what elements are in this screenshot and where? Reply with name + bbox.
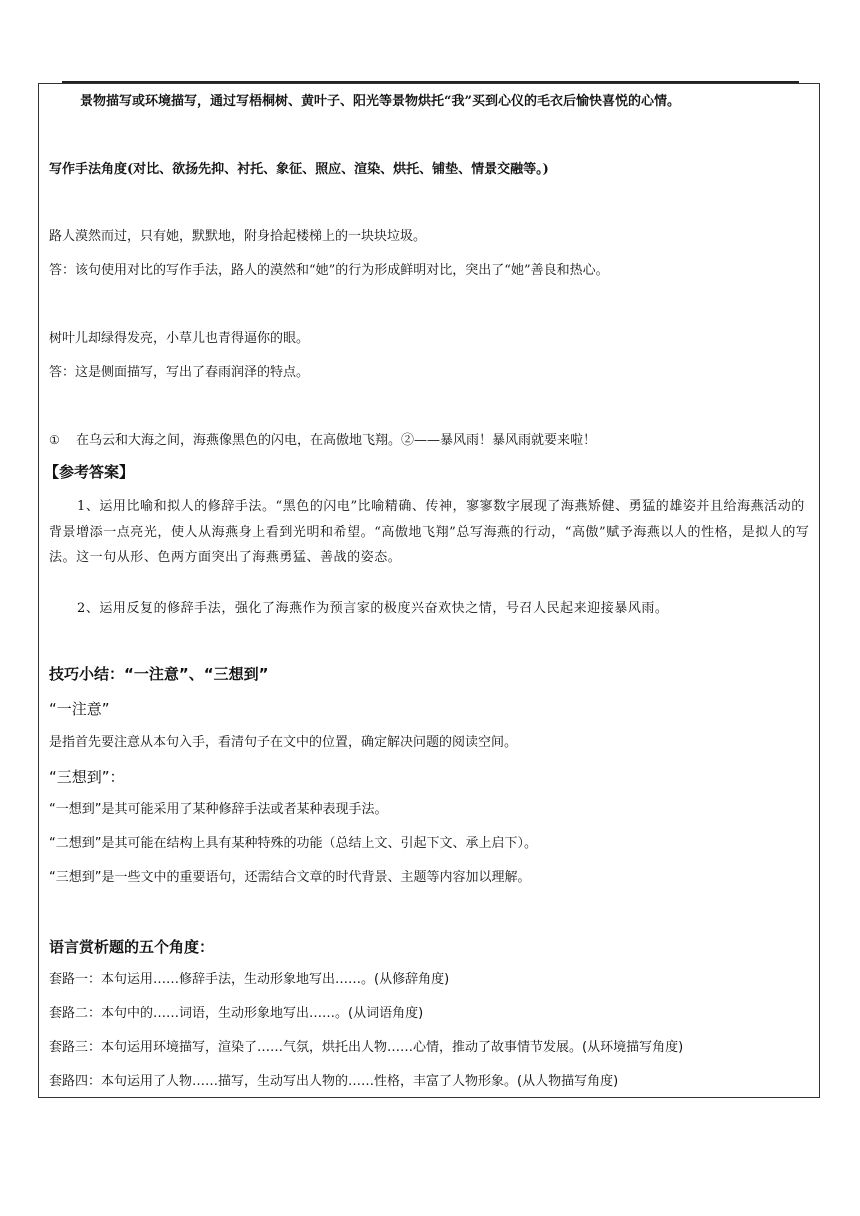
tips-heading: 技巧小结：“一注意”、“三想到”	[49, 665, 269, 683]
example1-sentence: 路人漠然而过，只有她，默默地，附身拾起楼梯上的一块块垃圾。	[49, 229, 427, 244]
reference-answer-1: 1、运用比喻和拟人的修辞手法。“黑色的闪电”比喻精确、传神，寥寥数字展现了海燕矫健、勇猛的雄姿并且给海燕活动的背景增添一点亮光，使人从海燕身上看到光明和希望。“高傲地飞翔”总写海燕的行动，“高傲”赋予海燕以人的性格，是拟人的写法。这一句从形、色两方面突出了海燕勇猛、善战的姿态。	[49, 499, 810, 565]
technique-heading: 写作手法角度(对比、欲扬先抑、衬托、象征、照应、渲染、烘托、铺垫、情景交融等。)	[49, 162, 549, 177]
intro-text: 景物描写或环境描写，通过写梧桐树、黄叶子、阳光等景物烘托“我”买到心仪的毛衣后愉快喜悦的心情。	[80, 94, 680, 109]
angle-item: 套路三：本句运用环境描写，渲染了……气氛，烘托出人物……心情，推动了故事情节发展。(从环境描写角度)	[49, 1040, 684, 1055]
angle-item: 套路二：本句中的……词语，生动形象地写出……。(从词语角度)	[49, 1006, 424, 1021]
tips-think-3: “三想到”是一些文中的重要语句，还需结合文章的时代背景、主题等内容加以理解。	[49, 870, 531, 885]
example1-answer: 答：该句使用对比的写作手法，路人的漠然和“她”的行为形成鲜明对比，突出了“她”善良和热心。	[49, 263, 609, 278]
tips-think-1: “一想到”是其可能采用了某种修辞手法或者某种表现手法。	[49, 802, 388, 817]
angle-item: 套路一：本句运用……修辞手法，生动形象地写出……。(从修辞角度)	[49, 972, 450, 987]
reference-heading: 【参考答案】	[44, 463, 135, 481]
reference-answer-2: 2、运用反复的修辞手法，强化了海燕作为预言家的极度兴奋欢快之情，号召人民起来迎接暴风雨。	[77, 601, 669, 616]
example2-sentence: 树叶儿却绿得发亮，小草儿也青得逼你的眼。	[49, 331, 310, 346]
example2-answer: 答：这是侧面描写，写出了春雨润泽的特点。	[49, 365, 310, 380]
example3-marker: ①	[49, 433, 60, 447]
tips-note-label: “一注意”	[49, 700, 110, 718]
tips-think-2: “二想到”是其可能在结构上具有某种特殊的功能（总结上文、引起下文、承上启下）。	[49, 836, 537, 851]
angles-heading: 语言赏析题的五个角度：	[49, 938, 215, 956]
example3-line	[49, 430, 596, 451]
example3-sentence: 在乌云和大海之间，海燕像黑色的闪电，在高傲地飞翔。②——暴风雨！暴风雨就要来啦！	[76, 433, 597, 448]
tips-note-text: 是指首先要注意从本句入手，看清句子在文中的位置，确定解决问题的阅读空间。	[49, 735, 518, 750]
tips-think-label: “三想到”：	[49, 768, 125, 786]
angle-item: 套路四：本句运用了人物……描写，生动写出人物的……性格，丰富了人物形象。(从人物描写角度)	[49, 1074, 619, 1089]
